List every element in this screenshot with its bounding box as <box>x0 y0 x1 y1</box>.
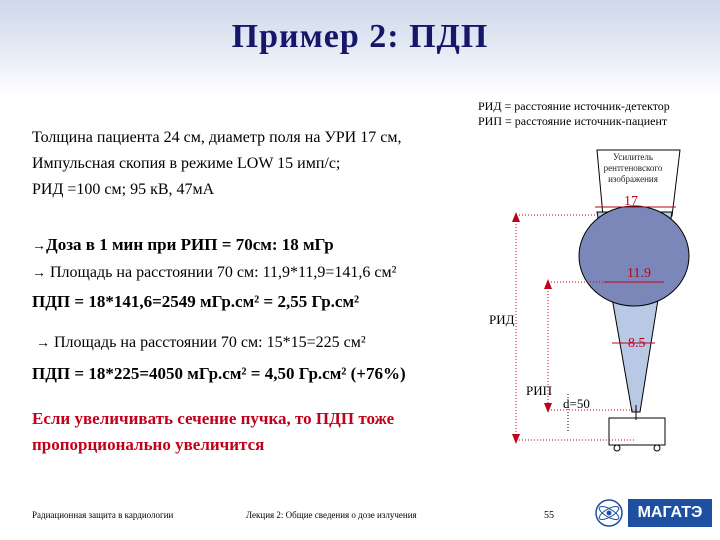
arrow-icon: → <box>32 239 46 254</box>
arrow-head-icon <box>512 212 520 222</box>
value-8-5: 8.5 <box>628 336 646 351</box>
intro-line: РИД =100 см; 95 кВ, 47мА <box>32 181 215 198</box>
value-11-9: 11.9 <box>627 266 651 281</box>
definition-rip: РИП = расстояние источник-пациент <box>478 114 668 128</box>
arrow-head-icon <box>512 434 520 444</box>
intro-line: Импульсная скопия в режиме LOW 15 имп/с; <box>32 155 341 172</box>
dap-line-2: ПДП = 18*225=4050 мГр.см² = 4,50 Гр.см² (+76%) <box>32 364 406 383</box>
patient-ellipse <box>579 206 689 306</box>
arrow-head-icon <box>544 279 552 289</box>
xray-tube <box>609 418 665 445</box>
footer-center: Лекция 2: Общие сведения о дозе излучения <box>246 510 417 520</box>
arrow-head-icon <box>544 403 552 413</box>
rip-label: РИП <box>526 383 553 398</box>
page-number: 55 <box>544 510 554 521</box>
arrow-icon: → <box>32 266 46 281</box>
intro-line: Толщина пациента 24 см, диаметр поля на УРИ 17 см, <box>32 129 402 146</box>
slide-title: Пример 2: ПДП <box>231 18 489 55</box>
brand-name: МАГАТЭ <box>637 504 703 521</box>
arrow-icon: → <box>36 336 50 351</box>
dap-line-1: ПДП = 18*141,6=2549 мГр.см² = 2,55 Гр.см² <box>32 292 360 311</box>
conclusion-line: пропорционально увеличится <box>32 435 265 454</box>
tube-wheel <box>654 445 660 451</box>
footer-left: Радиационная защита в кардиологии <box>32 510 174 520</box>
definition-rid: РИД = расстояние источник-детектор <box>478 99 670 113</box>
d-label: d=50 <box>563 396 590 411</box>
area-text-1: Площадь на расстоянии 70 см: 11,9*11,9=141,6 см² <box>50 264 397 281</box>
tube-wheel <box>614 445 620 451</box>
conclusion-line: Если увеличивать сечение пучка, то ПДП тоже <box>32 409 395 428</box>
area-text-2: Площадь на расстоянии 70 см: 15*15=225 см² <box>54 334 366 351</box>
dose-text: Доза в 1 мин при РИП = 70см: 18 мГр <box>46 235 334 254</box>
value-17: 17 <box>624 194 638 209</box>
amplifier-label: Усилитель рентгеновского изображения <box>603 152 663 184</box>
rid-label: РИД <box>489 312 515 327</box>
